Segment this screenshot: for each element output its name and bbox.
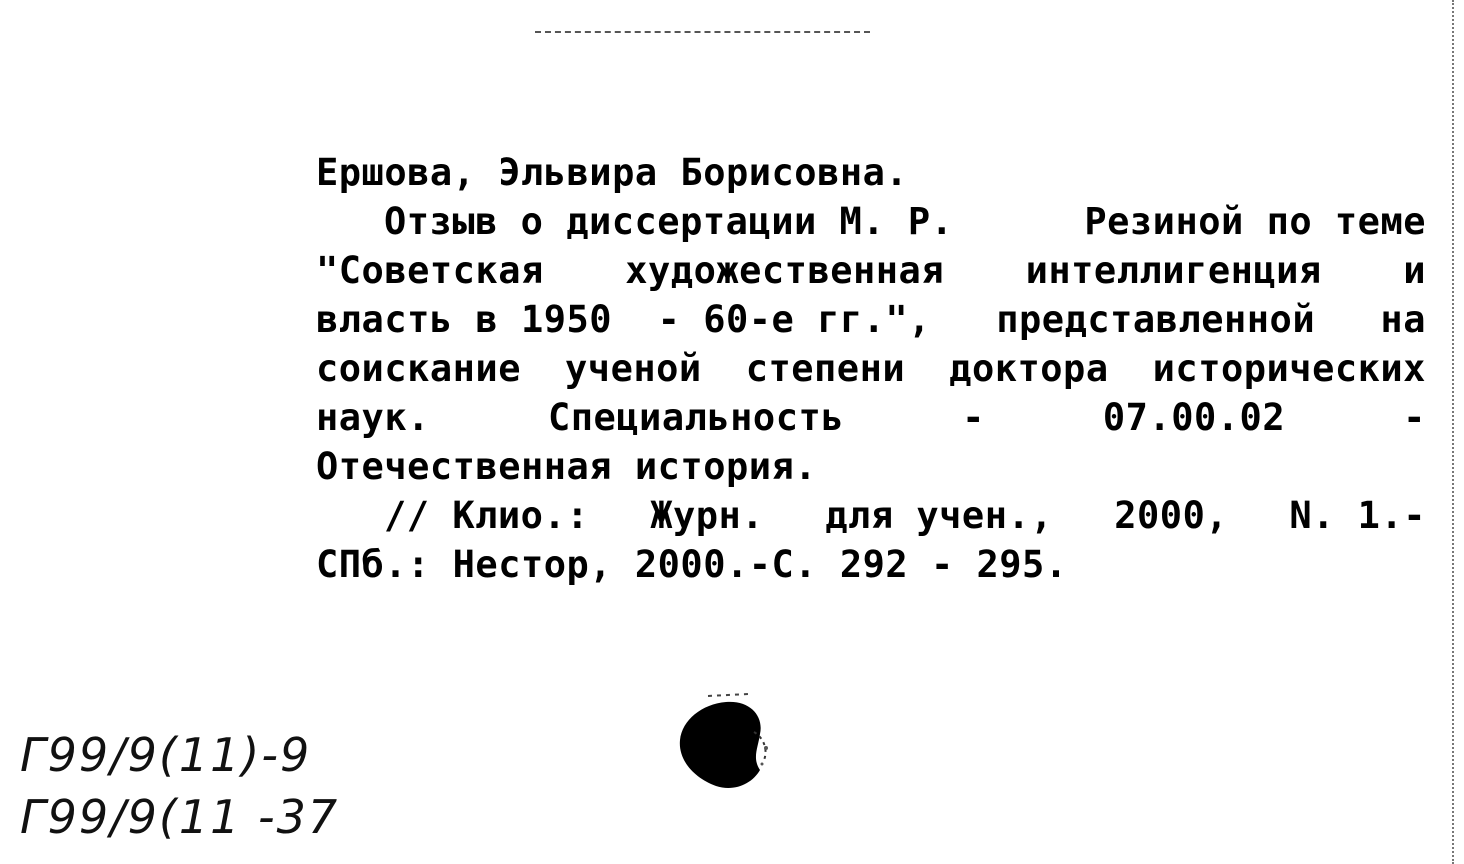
source-part: N. 1.- xyxy=(1289,494,1426,537)
top-dashed-line xyxy=(535,31,870,33)
title-word: Отечественная история. xyxy=(316,445,818,488)
title-word: Резиной по теме xyxy=(1084,200,1426,243)
title-word: интеллигенция xyxy=(1025,249,1322,292)
title-word: степени xyxy=(745,347,906,390)
title-word: доктора xyxy=(949,347,1109,390)
source-part: для учен., xyxy=(825,494,1054,537)
ink-stamp-icon xyxy=(668,688,788,798)
title-word: "Советская xyxy=(316,249,544,292)
title-word: на xyxy=(1380,298,1426,341)
title-line xyxy=(316,197,1426,246)
source-line xyxy=(316,540,1426,589)
title-line xyxy=(316,442,1426,491)
bibliographic-record xyxy=(316,148,1426,589)
source-part: Журн. xyxy=(650,494,765,537)
title-word: - xyxy=(962,396,985,439)
title-word: соискание xyxy=(316,347,521,390)
source-part: // Клио.: xyxy=(384,494,589,537)
title-word: представленной xyxy=(996,298,1316,341)
author-name: Ершова, Эльвира Борисовна. xyxy=(316,151,909,194)
title-word: ученой xyxy=(565,347,702,390)
title-word: исторических xyxy=(1152,347,1426,390)
title-word: Отзыв о диссертации М. Р. xyxy=(384,200,954,243)
title-word: 07.00.02 xyxy=(1102,396,1286,439)
title-word: - xyxy=(1403,396,1426,439)
title-line xyxy=(316,344,1426,393)
source-line xyxy=(316,491,1426,540)
title-word: власть в 1950 - 60-е гг.", xyxy=(316,298,931,341)
title-word: художественная xyxy=(625,249,945,292)
title-line xyxy=(316,295,1426,344)
title-line xyxy=(316,393,1426,442)
author-line xyxy=(316,148,1426,197)
title-word: Специальность xyxy=(547,396,845,439)
shelf-mark: Г99/9(11)-9 xyxy=(20,728,312,782)
source-part: 2000, xyxy=(1114,494,1229,537)
source-part: СПб.: Нестор, 2000.-С. 292 - 295. xyxy=(316,543,1068,586)
shelf-mark: Г99/9(11 -37 xyxy=(20,790,340,844)
title-line xyxy=(316,246,1426,295)
shelf-marks xyxy=(20,724,339,848)
card-edge xyxy=(1452,0,1454,864)
title-word: наук. xyxy=(316,396,430,439)
title-word: и xyxy=(1403,249,1426,292)
